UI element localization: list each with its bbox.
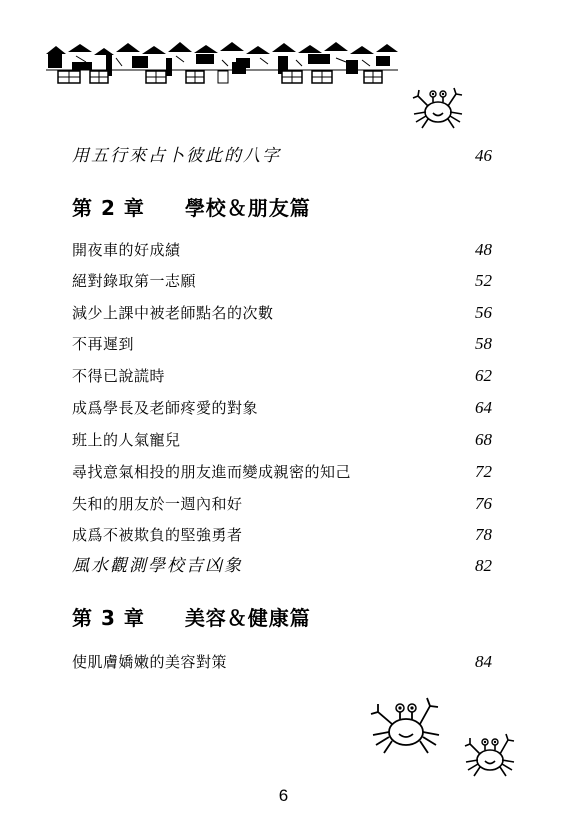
entry-title: 用五行來占卜彼此的八字 <box>72 146 281 166</box>
toc-entry <box>72 332 492 356</box>
entry-title: 使肌膚嬌嫩的美容對策 <box>72 653 228 671</box>
entry-title: 成爲不被欺負的堅強勇者 <box>72 526 243 544</box>
entry-page: 76 <box>475 494 492 513</box>
toc-entry <box>72 492 492 516</box>
entry-title: 減少上課中被老師點名的次數 <box>72 304 274 322</box>
entry-page: 68 <box>475 430 492 449</box>
chapter-title: 美容＆健康篇 <box>184 606 311 630</box>
entry-page: 48 <box>475 240 492 259</box>
entry-title: 絕對錄取第一志願 <box>72 272 197 290</box>
entry-page: 78 <box>475 525 492 544</box>
toc-entry <box>72 523 492 547</box>
entry-page: 62 <box>475 366 492 385</box>
toc-entry <box>72 428 492 452</box>
entry-page: 84 <box>475 652 492 671</box>
entry-page: 64 <box>475 398 492 417</box>
chapter-heading <box>72 192 311 221</box>
chapter-label: 第 2 章 <box>72 196 145 220</box>
crab-icon <box>458 726 522 784</box>
entry-page: 52 <box>475 271 492 290</box>
toc-entry <box>72 238 492 262</box>
toc-entry <box>72 301 492 325</box>
entry-title: 不得已說謊時 <box>72 367 166 385</box>
chapter-heading <box>72 602 311 631</box>
toc-entry <box>72 269 492 293</box>
toc-entry <box>72 396 492 420</box>
chapter-label: 第 3 章 <box>72 606 145 630</box>
entry-title: 風水觀測學校吉凶象 <box>72 556 243 576</box>
entry-page: 56 <box>475 303 492 322</box>
entry-page: 72 <box>475 462 492 481</box>
toc-entry <box>72 554 492 578</box>
toc-entry <box>72 144 492 168</box>
entry-title: 成爲學長及老師疼愛的對象 <box>72 399 259 417</box>
entry-title: 失和的朋友於一週內和好 <box>72 495 243 513</box>
toc-entry <box>72 364 492 388</box>
page-number: 6 <box>278 786 289 805</box>
crab-icon <box>362 690 448 762</box>
toc-entry <box>72 460 492 484</box>
entry-title: 尋找意氣相投的朋友進而變成親密的知己 <box>72 463 352 481</box>
chapter-title: 學校＆朋友篇 <box>184 196 311 220</box>
entry-page: 82 <box>475 556 492 575</box>
entry-page: 46 <box>475 146 492 165</box>
entry-title: 開夜車的好成績 <box>72 241 181 259</box>
entry-page: 58 <box>475 334 492 353</box>
houses-row-illustration <box>46 40 398 86</box>
crab-icon <box>408 82 470 138</box>
toc-entry <box>72 650 492 674</box>
entry-title: 不再遲到 <box>72 335 135 353</box>
entry-title: 班上的人氣寵兒 <box>72 431 181 449</box>
